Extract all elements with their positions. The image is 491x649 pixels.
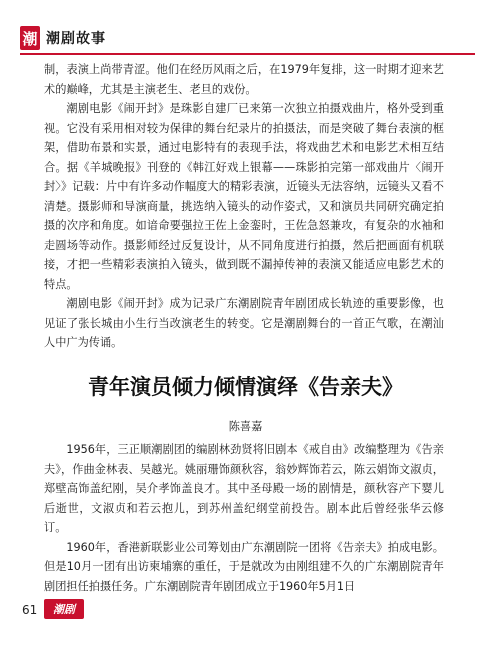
- magazine-logo: 潮: [20, 26, 40, 50]
- paragraph: 1956年，三正顺潮剧团的编剧林劲贤将旧剧本《戒自由》改编整理为《告亲夫》，作曲金林表、吴越光。姚丽珊饰颜秋容，翁妙辉饰若云，陈云娟饰文淑贞，郑壁高饰盖纪刚，吴介孝饰盖良才。其中圣母殿一场的剧情是，颜秋容产下婴儿后逝世，文淑贞和若云抱儿，到苏州盖纪纲堂前投告。剧本此后曾经张华云修订。: [44, 443, 444, 534]
- page-header: [0, 0, 491, 56]
- previous-article-body: [44, 60, 444, 353]
- header-rule: [20, 53, 475, 55]
- article-author: 陈喜嘉: [228, 420, 263, 433]
- page-number: 61: [22, 603, 38, 617]
- article-title: 青年演员倾力倾情演绎《告亲夫》: [88, 374, 403, 399]
- paragraph: 潮剧电影《闹开封》是珠影自建厂已来第一次独立拍摄戏曲片，格外受到重视。它没有采用相对较为保律的舞台纪录片的拍摄法，而是突破了舞台表演的框架，借助布景和实景，通过电影特有的表现手法，将戏曲艺术和电影艺术相互结合。据《羊城晚报》刊登的《韩江好戏上银幕——珠影拍完第一部戏曲片〈闹开封〉》记载：片中有许多动作幅度大的精彩表演，近镜头无法容纳，远镜头又看不清楚。摄影师和导演商量，挑选纳入镜头的动作姿式，又和演员共同研究确定拍摄的次序和角度。如谙命要强拉王佐上金銮时，王佐急怒兼攻，有复杂的水袖和走圆场等动作。摄影师经过反复设计，从不同角度进行拍摄，然后把画面有机联接，才把一些精彩表演拍入镜头，做到既不漏掉传神的表演又能适应电影艺术的特点。: [44, 102, 444, 291]
- paragraph: 潮剧电影《闹开封》成为记录广东潮剧院青年剧团成长轨迹的重要影像，也见证了张长城由小生行当改演老生的转变。它是潮剧舞台的一首正气歌，在潮汕人中广为传诵。: [44, 297, 444, 349]
- footer-logo: 潮剧: [44, 599, 84, 619]
- paragraph: 1960年，香港新联影业公司筹划由广东潮剧院一团将《告亲夫》拍成电影。但是10月一团有出访柬埔寨的重任，于是就改为由刚组建不久的广东潮剧院青年剧团担任拍摄任务。广东潮剧院青年剧团成立于1960年5月1日: [44, 540, 444, 593]
- section-title: 潮剧故事: [46, 31, 106, 47]
- article-body: [44, 440, 444, 596]
- paragraph: 制，表演上尚带青涩。他们在经历风雨之后，在1979年复排，这一时期才迎来艺术的巅峰，尤其是主演老生、老旦的戏份。: [44, 63, 444, 96]
